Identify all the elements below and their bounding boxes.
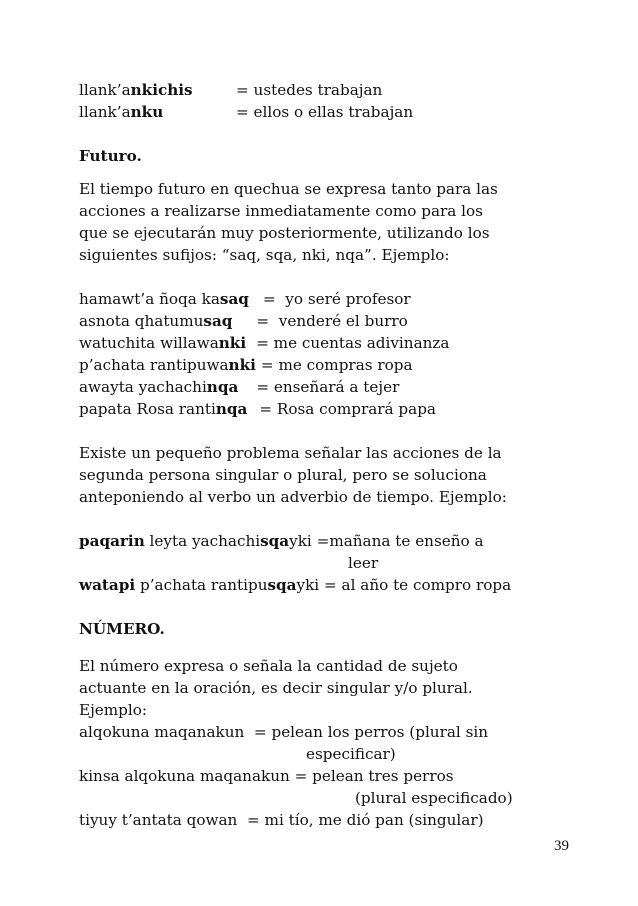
paragraph-line: acciones a realizarse inmediatamente como para los [79, 202, 483, 220]
page-number: 39 [554, 838, 569, 854]
paragraph-line: que se ejecutarán muy posteriormente, utilizando los [79, 224, 490, 242]
numero-example-cont: (plural especificado) [355, 789, 513, 807]
numero-example-cont: especificar) [306, 745, 396, 763]
paragraph-line: anteponiendo al verbo un adverbio de tiempo. Ejemplo: [79, 488, 507, 506]
example-line: awayta yachachinqa = enseñará a tejer [79, 378, 400, 396]
example-line: p’achata rantipuwanki = me compras ropa [79, 356, 413, 374]
verb-line: llank’anku [79, 103, 164, 121]
paragraph-line: siguientes sufijos: “saq, sqa, nki, nqa”. Ejemplo: [79, 246, 450, 264]
paragraph-line: Existe un pequeño problema señalar las acciones de la [79, 444, 502, 462]
adverb-example: watapi p’achata rantipusqayki = al año te compro ropa [79, 576, 512, 594]
example-line: hamawt’a ñoqa kasaq = yo seré profesor [79, 290, 411, 308]
adverb-example: paqarin leyta yachachisqayki =mañana te enseño a [79, 532, 484, 550]
adverb-example-cont: leer [348, 554, 379, 572]
verb-gloss: = ustedes trabajan [236, 81, 383, 99]
paragraph-line: Ejemplo: [79, 701, 148, 719]
paragraph-line: El número expresa o señala la cantidad de sujeto [79, 657, 458, 675]
section-heading-futuro: Futuro. [79, 147, 142, 165]
paragraph-line: actuante en la oración, es decir singular y/o plural. [79, 679, 473, 697]
example-line: asnota qhatumusaq = venderé el burro [79, 312, 408, 330]
example-line: watuchita willawanki = me cuentas adivinanza [79, 334, 450, 352]
numero-example: alqokuna maqanakun = pelean los perros (plural sin [79, 723, 489, 741]
paragraph-line: El tiempo futuro en quechua se expresa tanto para las [79, 180, 498, 198]
numero-example: kinsa alqokuna maqanakun = pelean tres perros [79, 767, 454, 785]
verb-gloss: = ellos o ellas trabajan [236, 103, 414, 121]
numero-example: tiyuy t’antata qowan = mi tío, me dió pan (singular) [79, 811, 484, 829]
section-heading-numero: NÚMERO. [79, 620, 165, 638]
paragraph-line: segunda persona singular o plural, pero se soluciona [79, 466, 487, 484]
example-line: papata Rosa rantinqa = Rosa comprará papa [79, 400, 436, 418]
verb-line: llank’ankichis [79, 81, 193, 99]
